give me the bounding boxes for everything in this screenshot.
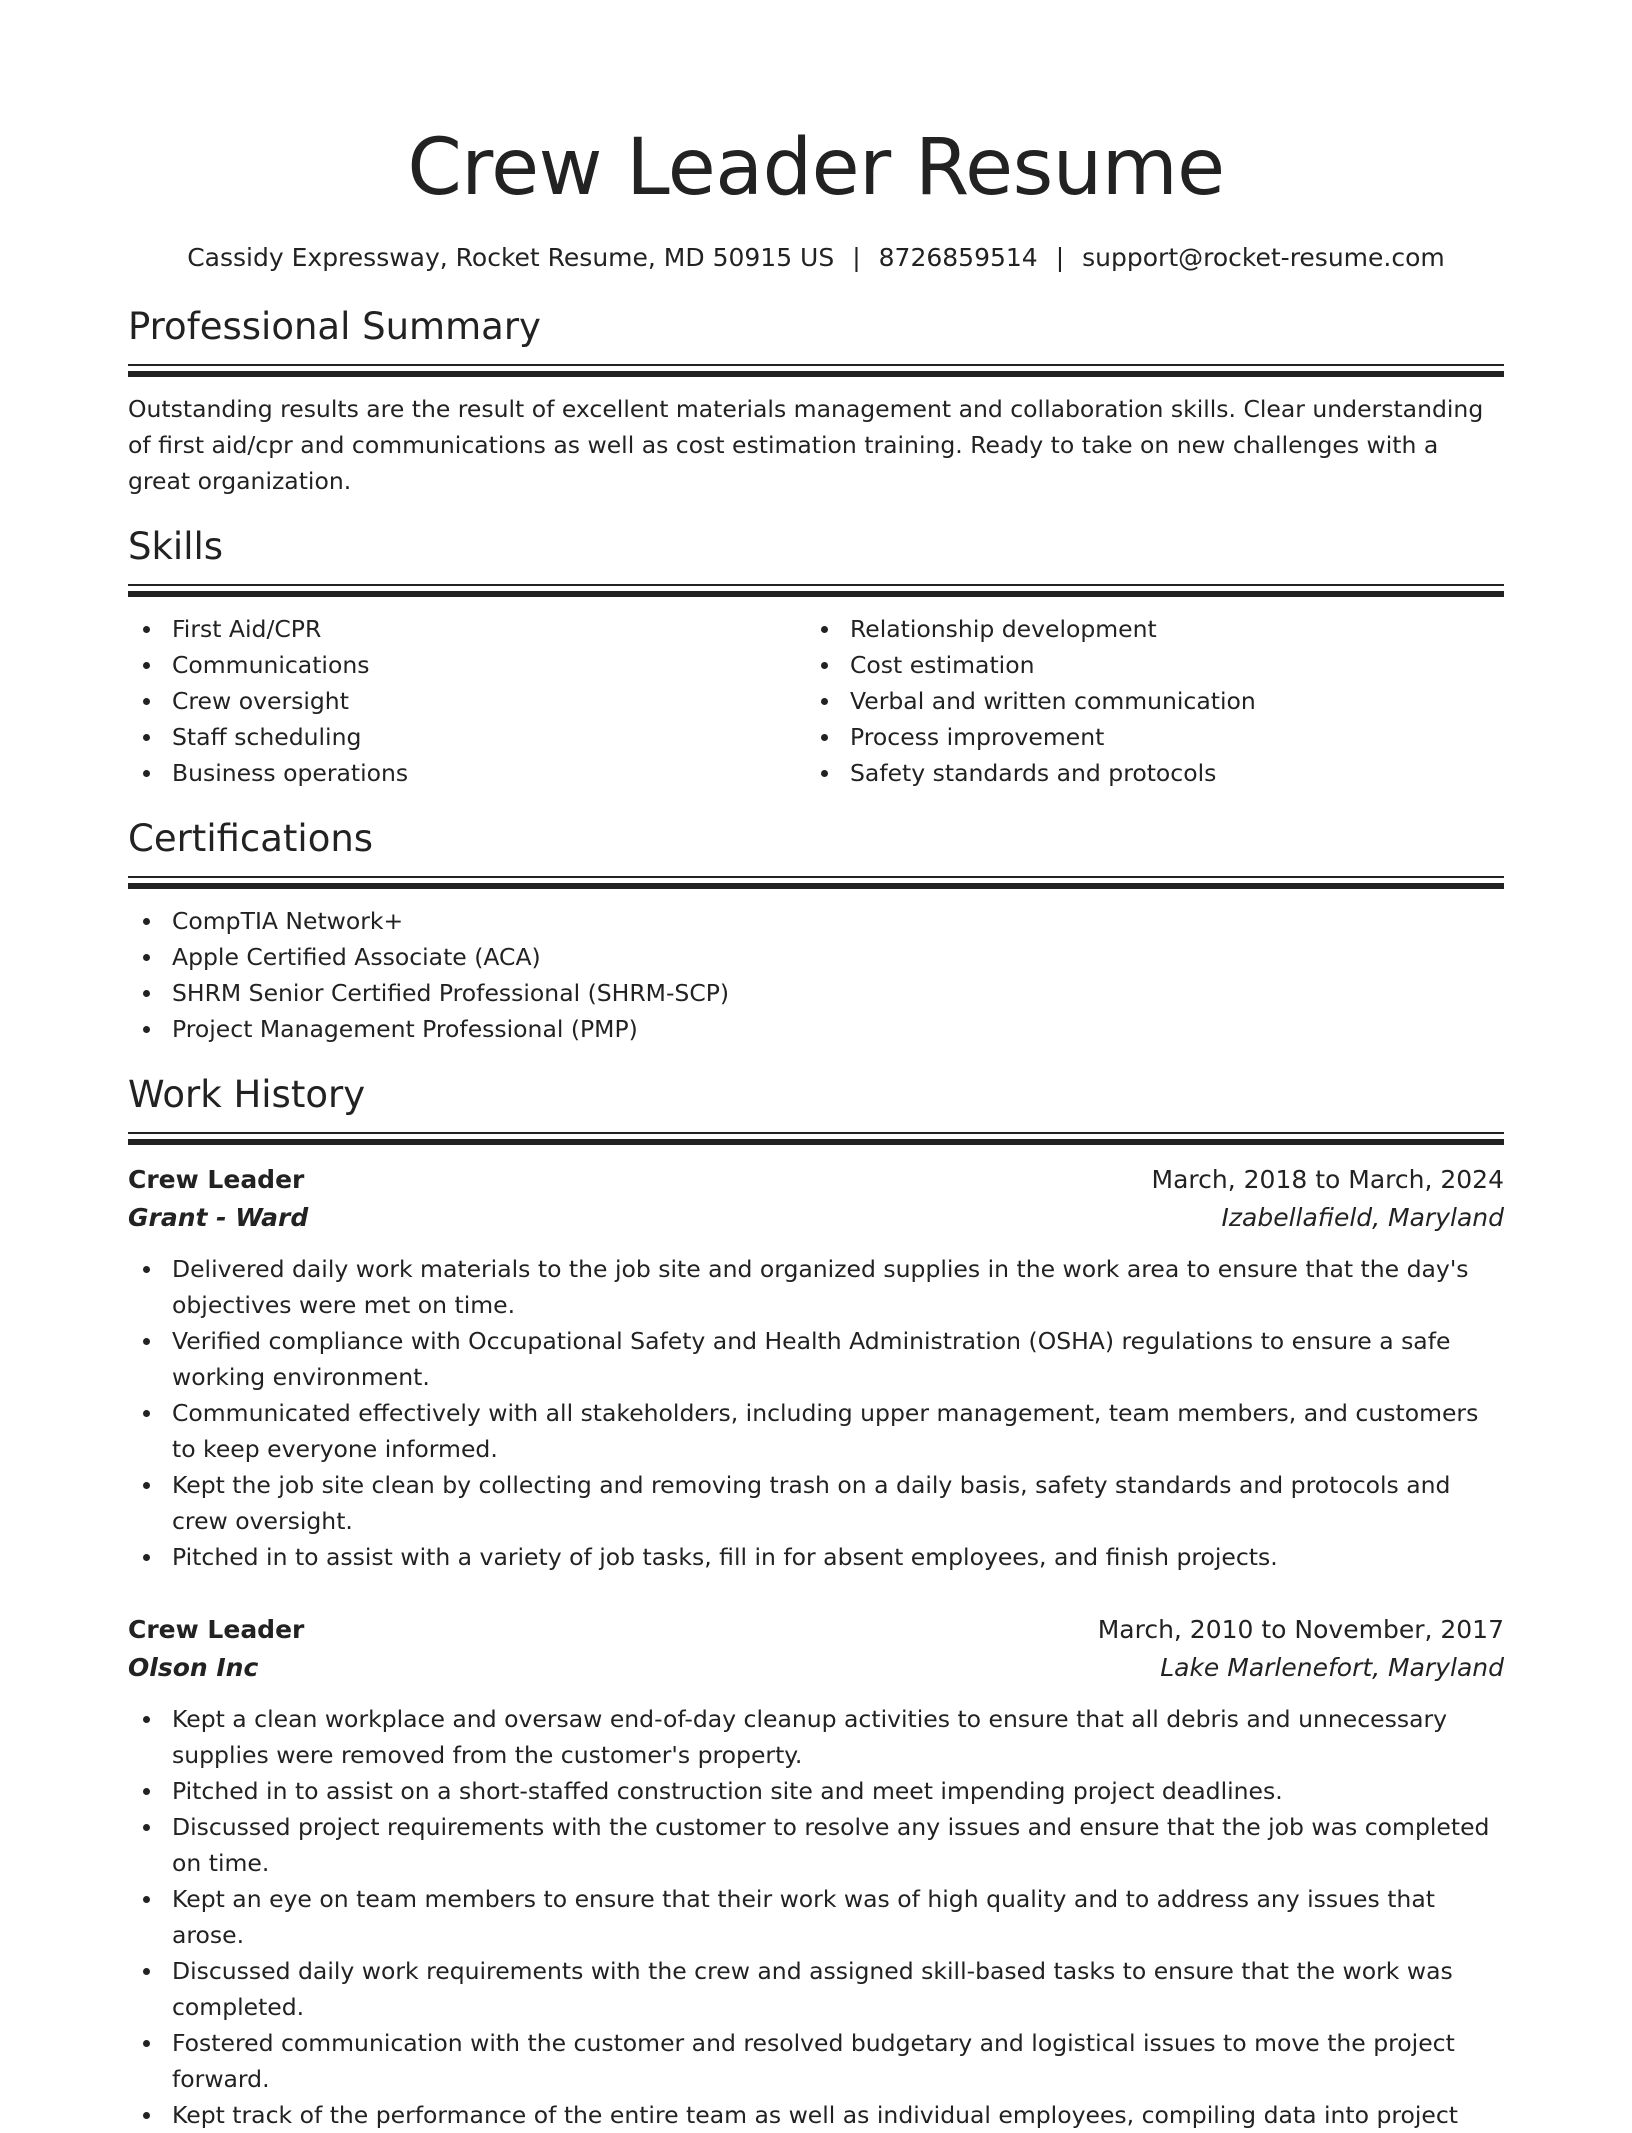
section-divider bbox=[128, 876, 1504, 889]
job-bullet: Fostered communication with the customer and resolved budgetary and logistical issues to move the project forward. bbox=[128, 2025, 1504, 2097]
certifications-section bbox=[128, 814, 1504, 1047]
job-header bbox=[128, 1611, 1504, 1649]
job-dates: March, 2010 to November, 2017 bbox=[1097, 1615, 1504, 1644]
skill-item: Process improvement bbox=[806, 719, 1484, 755]
skill-item: Staff scheduling bbox=[128, 719, 806, 755]
job-entry bbox=[128, 1161, 1504, 1575]
job-company: Grant - Ward bbox=[128, 1203, 309, 1232]
summary-section bbox=[128, 302, 1504, 499]
skills-list-left bbox=[128, 611, 806, 791]
job-bullet: Kept the job site clean by collecting and removing trash on a daily basis, safety standards and protocols and crew oversight. bbox=[128, 1467, 1504, 1539]
job-bullet: Pitched in to assist with a variety of job tasks, fill in for absent employees, and finish projects. bbox=[128, 1539, 1504, 1575]
skills-grid bbox=[128, 611, 1504, 791]
job-entry bbox=[128, 1611, 1504, 2133]
section-divider bbox=[128, 584, 1504, 597]
job-bullet: Delivered daily work materials to the job site and organized supplies in the work area to ensure that the day's objectives were met on time. bbox=[128, 1251, 1504, 1323]
skill-item: Relationship development bbox=[806, 611, 1484, 647]
job-title: Crew Leader bbox=[128, 1615, 305, 1644]
skill-item: Cost estimation bbox=[806, 647, 1484, 683]
contact-phone: 8726859514 bbox=[878, 243, 1038, 272]
skills-section bbox=[128, 522, 1504, 791]
contact-email[interactable]: support@rocket-resume.com bbox=[1082, 243, 1445, 272]
job-bullets bbox=[128, 1701, 1504, 2133]
job-bullet: Kept track of the performance of the entire team as well as individual employees, compiling data into project bbox=[128, 2097, 1504, 2133]
contact-separator: | bbox=[1055, 243, 1065, 272]
job-dates: March, 2018 to March, 2024 bbox=[1151, 1165, 1504, 1194]
skills-heading: Skills bbox=[128, 525, 224, 568]
skills-list-right bbox=[806, 611, 1484, 791]
work-history-section bbox=[128, 1070, 1504, 2133]
skill-item: First Aid/CPR bbox=[128, 611, 806, 647]
job-bullet: Discussed daily work requirements with the crew and assigned skill-based tasks to ensure that the work was completed. bbox=[128, 1953, 1504, 2025]
section-divider bbox=[128, 364, 1504, 377]
skill-item: Business operations bbox=[128, 755, 806, 791]
skill-item: Verbal and written communication bbox=[806, 683, 1484, 719]
summary-text: Outstanding results are the result of excellent materials management and collaboration skills. Clear understanding of first aid/cpr and communications as well as cost estimation training. Ready to take on new challenges with a great organization. bbox=[128, 395, 1484, 495]
resume-page bbox=[128, 0, 1504, 2133]
certification-item: Apple Certified Associate (ACA) bbox=[128, 939, 1504, 975]
summary-heading: Professional Summary bbox=[128, 305, 541, 348]
job-bullets bbox=[128, 1251, 1504, 1575]
job-bullet: Kept a clean workplace and oversaw end-of-day cleanup activities to ensure that all debris and unnecessary supplies were removed from the customer's property. bbox=[128, 1701, 1504, 1773]
job-bullet: Verified compliance with Occupational Safety and Health Administration (OSHA) regulations to ensure a safe working environment. bbox=[128, 1323, 1504, 1395]
work-history-heading: Work History bbox=[128, 1073, 366, 1116]
job-location: Izabellafield, Maryland bbox=[1221, 1203, 1504, 1232]
job-bullet: Kept an eye on team members to ensure that their work was of high quality and to address any issues that arose. bbox=[128, 1881, 1504, 1953]
job-bullet: Communicated effectively with all stakeholders, including upper management, team members, and customers to keep everyone informed. bbox=[128, 1395, 1504, 1467]
skill-item: Safety standards and protocols bbox=[806, 755, 1484, 791]
certifications-list bbox=[128, 903, 1504, 1047]
contact-address: Cassidy Expressway, Rocket Resume, MD 50915 US bbox=[187, 243, 835, 272]
contact-separator: | bbox=[852, 243, 861, 272]
skill-item: Crew oversight bbox=[128, 683, 806, 719]
contact-line bbox=[128, 240, 1504, 276]
certification-item: Project Management Professional (PMP) bbox=[128, 1011, 1504, 1047]
job-company: Olson Inc bbox=[128, 1653, 259, 1682]
job-header bbox=[128, 1161, 1504, 1199]
job-subheader bbox=[128, 1199, 1504, 1237]
job-title: Crew Leader bbox=[128, 1165, 305, 1194]
job-bullet: Discussed project requirements with the customer to resolve any issues and ensure that the job was completed on time. bbox=[128, 1809, 1504, 1881]
certification-item: CompTIA Network+ bbox=[128, 903, 1504, 939]
certifications-heading: Certifications bbox=[128, 817, 374, 860]
job-location: Lake Marlenefort, Maryland bbox=[1160, 1653, 1504, 1682]
skill-item: Communications bbox=[128, 647, 806, 683]
section-divider bbox=[128, 1132, 1504, 1145]
job-subheader bbox=[128, 1649, 1504, 1687]
resume-title: Crew Leader Resume bbox=[407, 123, 1225, 213]
job-bullet: Pitched in to assist on a short-staffed construction site and meet impending project deadlines. bbox=[128, 1773, 1504, 1809]
certification-item: SHRM Senior Certified Professional (SHRM-SCP) bbox=[128, 975, 1504, 1011]
